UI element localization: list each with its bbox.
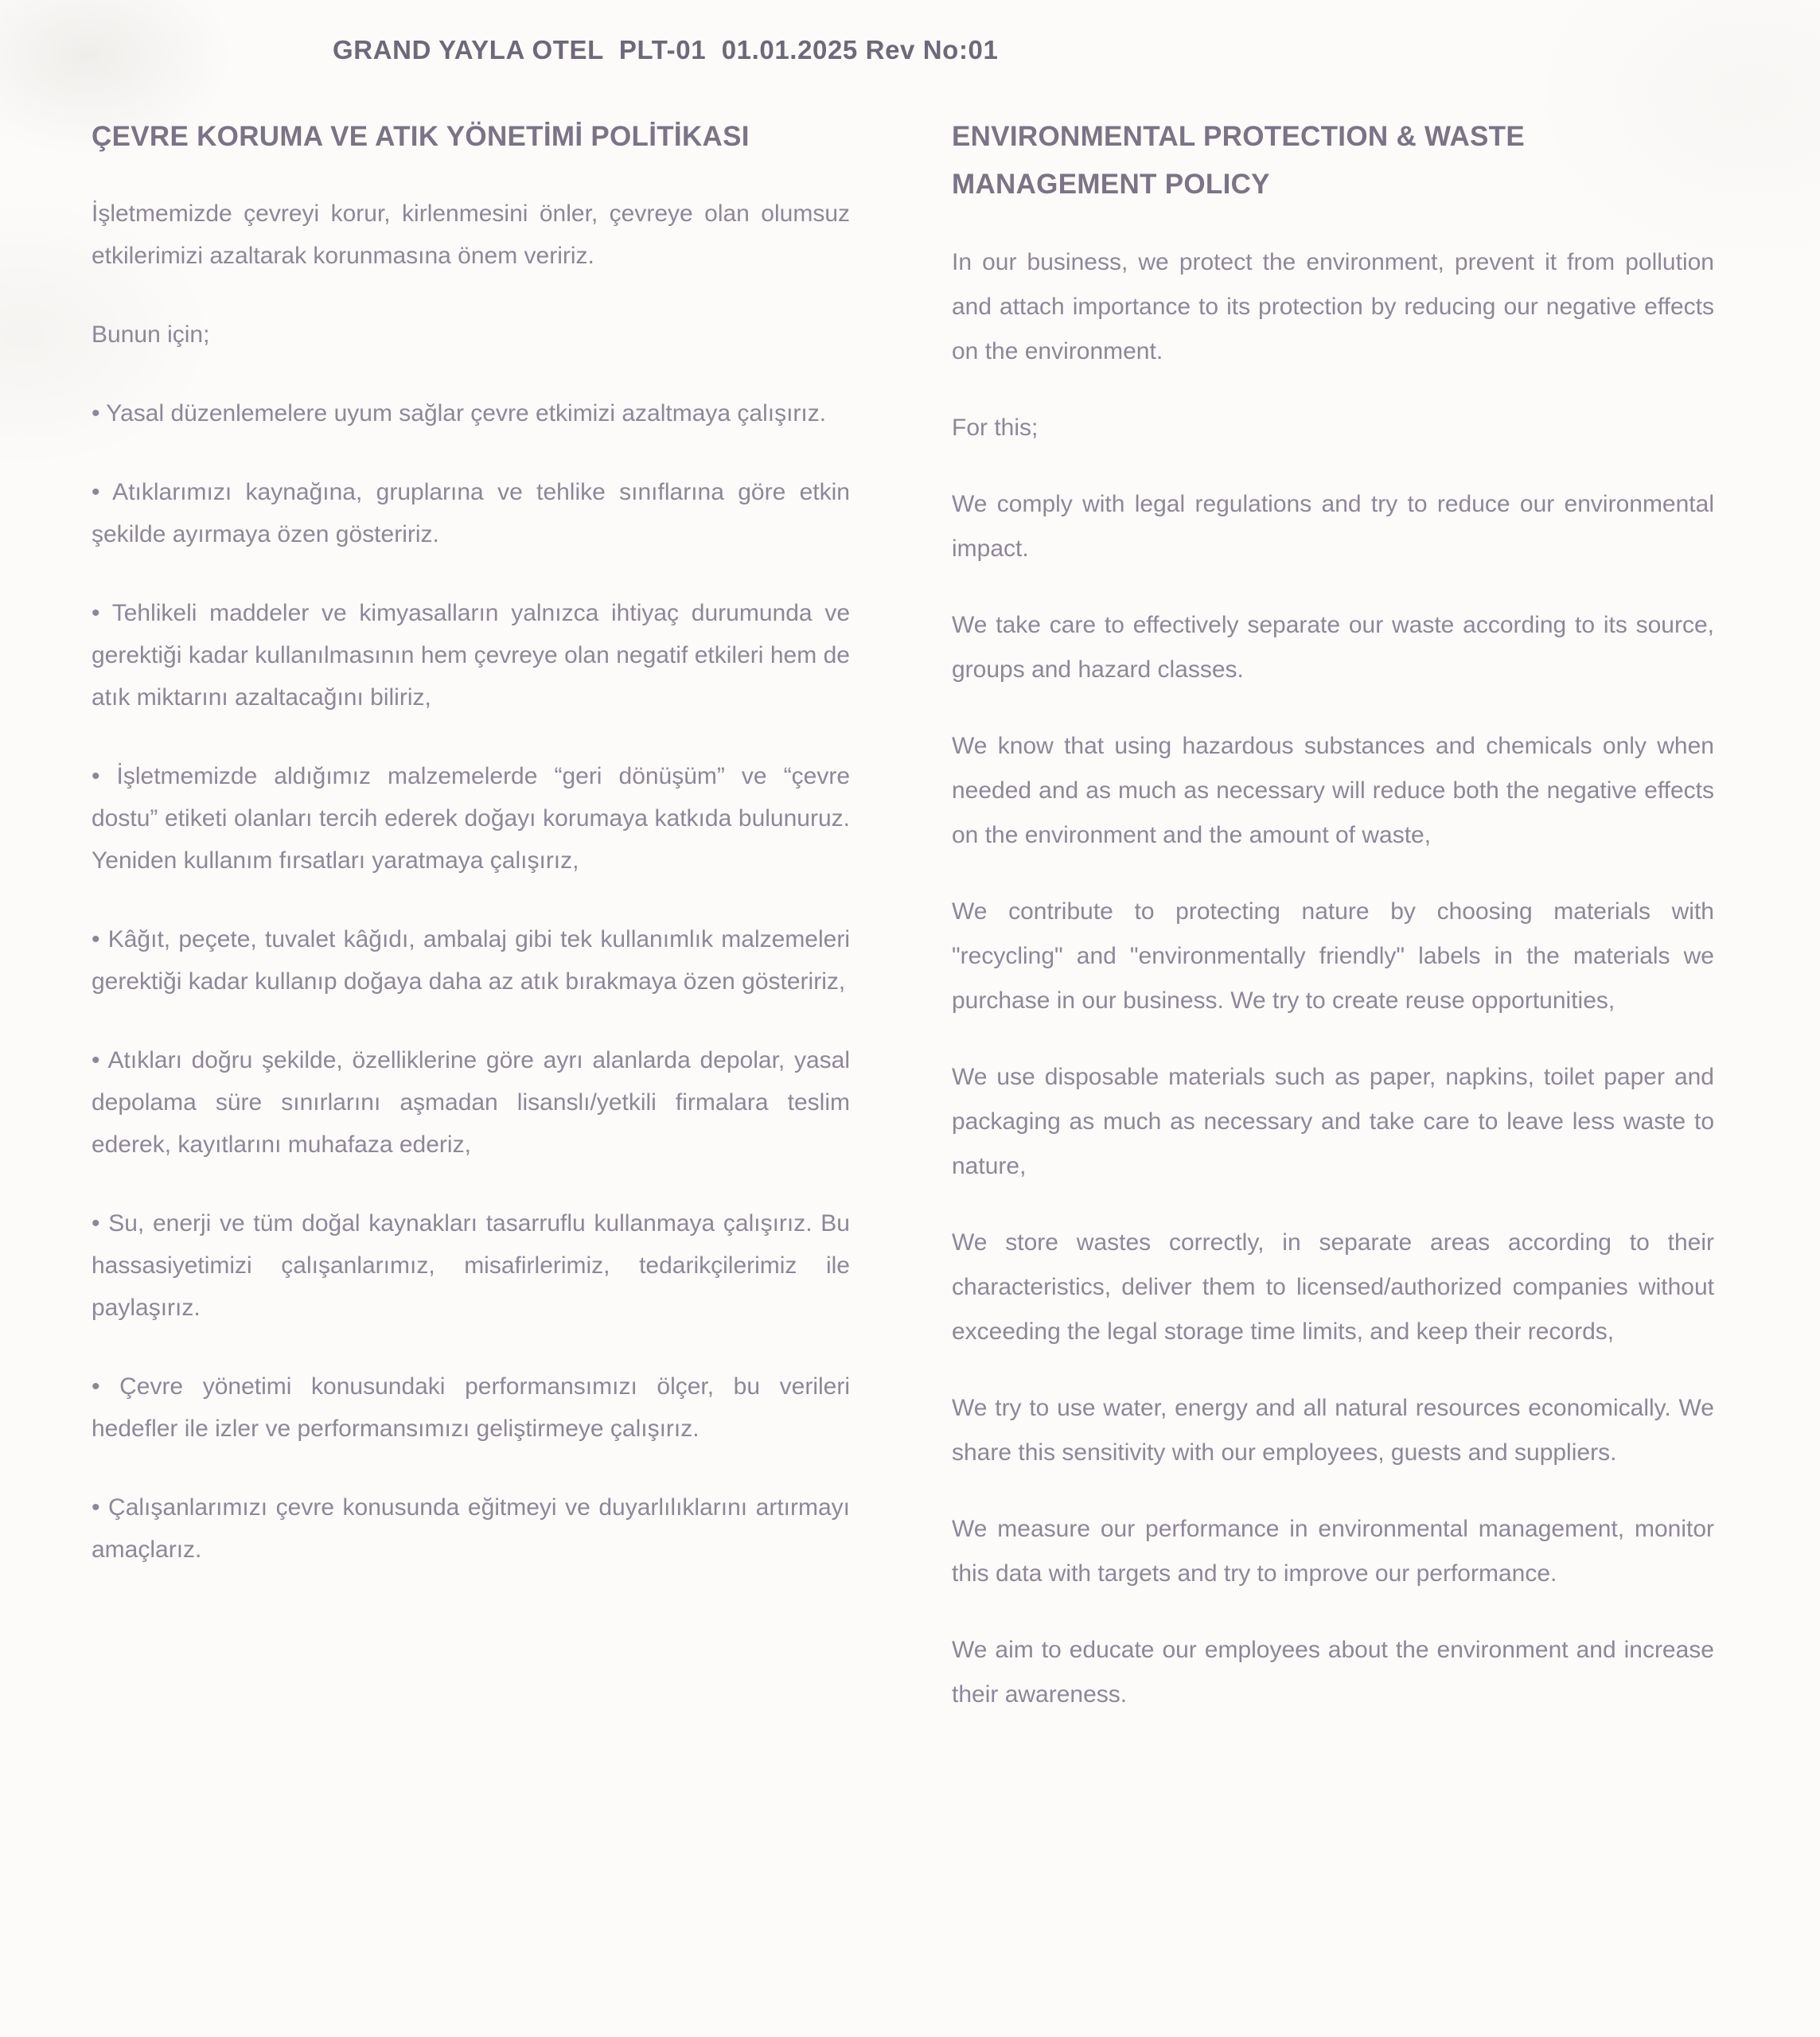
english-policy-title <box>952 113 1714 208</box>
english-policy-item-4: We contribute to protecting nature by choosing materials with "recycling" and "environmentally friendly" labels in the materials we purchase in our business. We try to create reuse opportunities, <box>952 898 1714 1014</box>
english-policy-item-5: We use disposable materials such as paper, napkins, toilet paper and packaging as much as necessary and take care to leave less waste to nature, <box>952 1064 1714 1179</box>
turkish-policy-bullet-9: • Çalışanlarımızı çevre konusunda eğitmeyi ve duyarlılıklarını artırmayı amaçlarız. <box>92 1494 850 1563</box>
english-policy-title-line-1: ENVIRONMENTAL PROTECTION & WASTE <box>952 121 1525 152</box>
two-column-layout <box>92 113 1714 1749</box>
turkish-policy-bullet-5: • Kâğıt, peçete, tuvalet kâğıdı, ambalaj gibi tek kullanımlık malzemeleri gerektiği kadar kullanıp doğaya daha az atık bırakmaya özen gösteririz, <box>92 926 850 995</box>
document-header-title: GRAND YAYLA OTEL PLT-01 01.01.2025 Rev No:01 <box>333 35 999 64</box>
turkish-policy-bullet-2: • Atıklarımızı kaynağına, gruplarına ve tehlike sınıflarına göre etkin şekilde ayırmaya özen gösteririz. <box>92 479 850 547</box>
english-policy-item-8: We measure our performance in environmental management, monitor this data with targets and try to improve our performance. <box>952 1516 1714 1587</box>
english-policy-item-1: We comply with legal regulations and try to reduce our environmental impact. <box>952 491 1714 562</box>
english-policy-item-9: We aim to educate our employees about the environment and increase their awareness. <box>952 1637 1714 1708</box>
turkish-policy-lead-in: Bunun için; <box>92 321 210 348</box>
english-policy-lead-in: For this; <box>952 415 1039 441</box>
english-policy-item-7: We try to use water, energy and all natural resources economically. We share this sensitivity with our employees, guests and suppliers. <box>952 1395 1714 1466</box>
turkish-policy-bullet-7: • Su, enerji ve tüm doğal kaynakları tasarruflu kullanmaya çalışırız. Bu hassasiyetimizi çalışanlarımız, misafirlerimiz, tedarikçilerimiz ile paylaşırız. <box>92 1210 850 1321</box>
turkish-policy-intro: İşletmemizde çevreyi korur, kirlenmesini önler, çevreye olan olumsuz etkilerimizi azaltarak korunmasına önem veririz. <box>92 201 850 269</box>
turkish-policy-bullet-3: • Tehlikeli maddeler ve kimyasalların yalnızca ihtiyaç durumunda ve gerektiği kadar kullanılmasının hem çevreye olan negatif etkileri hem de atık miktarını azaltacağını biliriz, <box>92 600 850 711</box>
turkish-policy-bullet-1: • Yasal düzenlemelere uyum sağlar çevre etkimizi azaltmaya çalışırız. <box>92 400 827 426</box>
english-policy-item-2: We take care to effectively separate our waste according to its source, groups and hazard classes. <box>952 612 1714 683</box>
turkish-policy-bullet-6: • Atıkları doğru şekilde, özelliklerine göre ayrı alanlarda depolar, yasal depolama süre sınırlarını aşmadan lisanslı/yetkili firmalara teslim ederek, kayıtlarını muhafaza ederiz, <box>92 1047 850 1158</box>
english-policy-title-line-2: MANAGEMENT POLICY <box>952 169 1270 200</box>
turkish-policy-title: ÇEVRE KORUMA VE ATIK YÖNETİMİ POLİTİKASI <box>92 121 750 152</box>
turkish-policy-bullet-8: • Çevre yönetimi konusundaki performansımızı ölçer, bu verileri hedefler ile izler ve performansımızı geliştirmeye çalışırız. <box>92 1373 850 1442</box>
english-policy-column <box>952 113 1714 1749</box>
turkish-policy-bullet-4: • İşletmemizde aldığımız malzemelerde “geri dönüşüm” ve “çevre dostu” etiketi olanları tercih ederek doğayı korumaya katkıda bulunuruz. Yeniden kullanım fırsatları yaratmaya çalışırız, <box>92 763 850 874</box>
turkish-policy-column <box>92 113 850 1749</box>
english-policy-item-3: We know that using hazardous substances and chemicals only when needed and as much as necessary will reduce both the negative effects on the environment and the amount of waste, <box>952 733 1714 848</box>
english-policy-item-6: We store wastes correctly, in separate areas according to their characteristics, deliver them to licensed/authorized companies without exceeding the legal storage time limits, and keep their records, <box>952 1229 1714 1345</box>
english-policy-intro: In our business, we protect the environment, prevent it from pollution and attach importance to its protection by reducing our negative effects on the environment. <box>952 249 1714 364</box>
